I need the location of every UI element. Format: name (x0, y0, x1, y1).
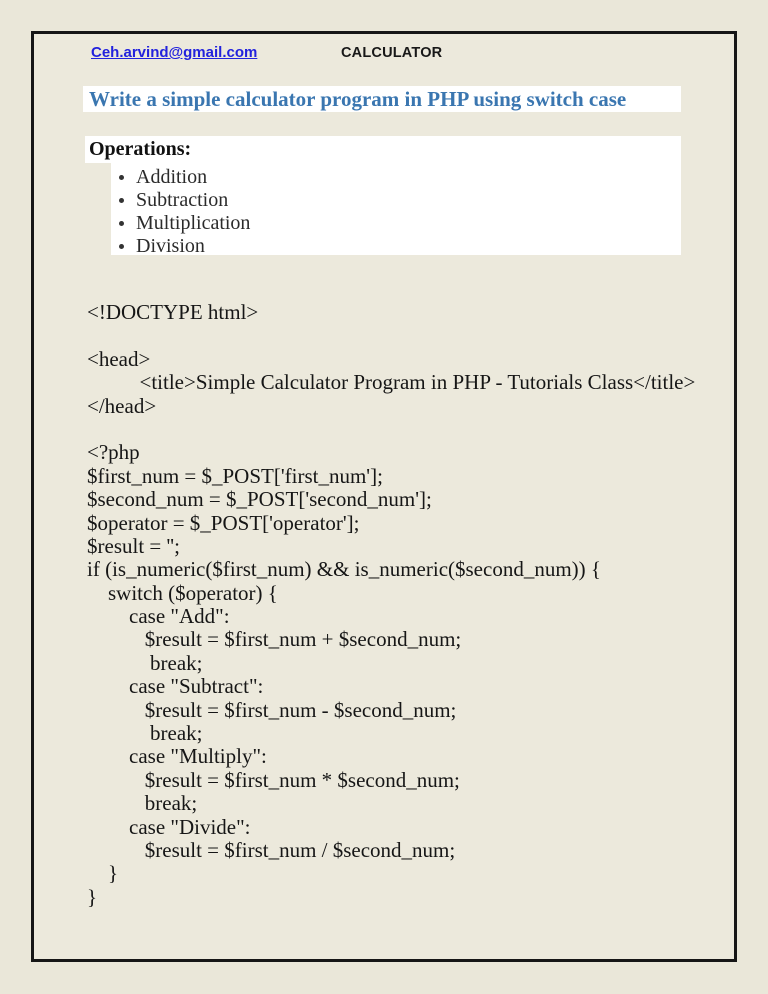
code-line: $result = ''; (87, 533, 180, 558)
page-title (83, 86, 681, 112)
operations-heading (85, 136, 681, 163)
code-line: case "Subtract": (87, 674, 264, 699)
operations-list (111, 163, 681, 258)
code-line: case "Multiply": (87, 744, 267, 769)
code-block (87, 301, 695, 909)
list-item (111, 189, 681, 212)
bullet-icon (119, 221, 124, 226)
operation-item-label: Addition (136, 166, 208, 188)
code-line: $result = $first_num + $second_num; (87, 627, 462, 652)
code-line: break; (87, 650, 203, 675)
code-line: $result = $first_num * $second_num; (87, 767, 460, 792)
operations-heading-text: Operations: (89, 138, 192, 160)
code-line: case "Add": (87, 604, 230, 629)
operation-item-label: Multiplication (136, 212, 251, 235)
operation-item-label: Subtraction (136, 189, 229, 212)
code-line: case "Divide": (87, 814, 251, 839)
code-line: <!DOCTYPE html> (87, 300, 259, 324)
code-line: <?php (87, 440, 140, 465)
code-line: <head> (87, 346, 151, 371)
code-line: $operator = $_POST['operator']; (87, 510, 360, 535)
list-item (111, 212, 681, 235)
code-line: $result = $first_num - $second_num; (87, 697, 457, 722)
code-line: $result = $first_num / $second_num; (87, 837, 456, 862)
document-page (31, 31, 737, 962)
code-line: if (is_numeric($first_num) && is_numeric($second_num)) { (87, 557, 601, 582)
code-line (87, 418, 695, 441)
email-link[interactable]: Ceh.arvind@gmail.com (91, 44, 258, 61)
operation-item-label: Division (136, 235, 205, 258)
code-line: break; (87, 721, 203, 746)
bullet-icon (119, 198, 124, 203)
code-line: $second_num = $_POST['second_num']; (87, 487, 432, 512)
code-line: switch ($operator) { (87, 580, 278, 605)
code-line: $first_num = $_POST['first_num']; (87, 463, 383, 488)
code-line: } (87, 884, 98, 909)
list-item (111, 166, 681, 189)
code-line: } (87, 861, 119, 886)
bullet-icon (119, 175, 124, 180)
code-line: <title>Simple Calculator Program in PHP - Tutorials Class</title> (87, 370, 696, 395)
page-title-text: Write a simple calculator program in PHP using switch case (89, 87, 627, 111)
code-line: break; (87, 791, 198, 816)
list-item (111, 235, 681, 258)
bullet-icon (119, 244, 124, 249)
code-line: </head> (87, 393, 157, 418)
document-label: CALCULATOR (341, 45, 443, 61)
code-line (87, 324, 695, 347)
